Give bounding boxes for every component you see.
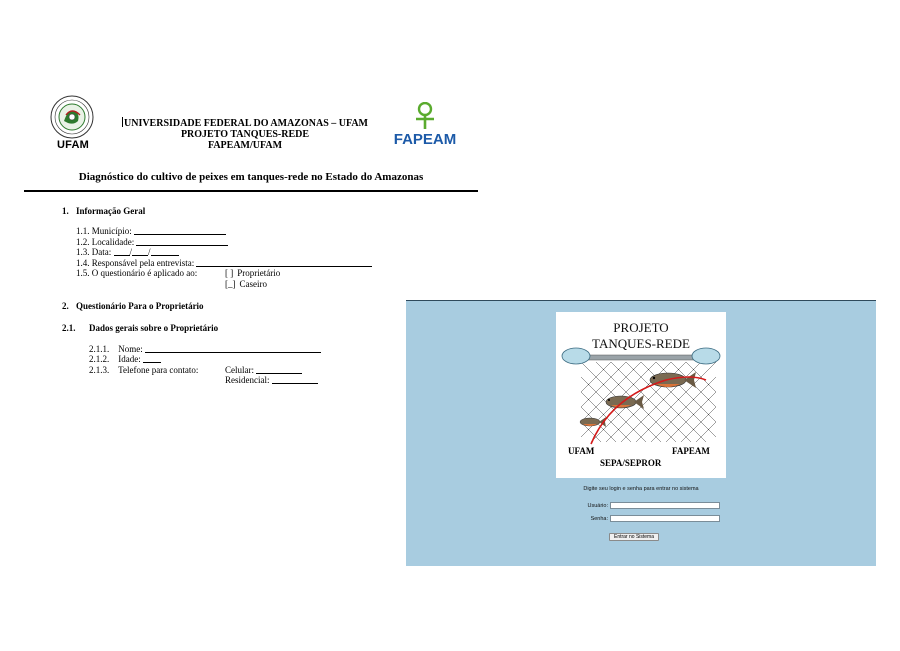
section-1-heading: 1. Informação Geral xyxy=(62,206,146,216)
idade-blank[interactable] xyxy=(143,354,161,363)
option-proprietario[interactable]: [ ] Proprietário xyxy=(225,268,281,278)
checkbox-caseiro[interactable]: [_] xyxy=(225,279,236,289)
field-residencial: Residencial: xyxy=(225,375,318,386)
celular-blank[interactable] xyxy=(256,365,302,374)
fish-icon xyxy=(650,372,696,388)
document-header xyxy=(120,117,370,151)
section-2-heading: 2. Questionário Para o Proprietário xyxy=(62,301,204,311)
banner-label-sepa-sepror: SEPA/SEPROR xyxy=(600,458,662,468)
responsavel-blank[interactable] xyxy=(196,258,372,267)
login-prompt: Digite seu login e senha para entrar no sistema xyxy=(583,486,699,492)
residencial-blank[interactable] xyxy=(272,375,318,384)
title-divider xyxy=(24,190,478,192)
ufam-logo-text: UFAM xyxy=(57,139,89,151)
field-idade: 2.1.2. Idade: xyxy=(89,354,161,365)
localidade-blank[interactable] xyxy=(136,237,228,246)
project-banner xyxy=(556,312,726,478)
banner-label-ufam: UFAM xyxy=(568,446,595,456)
municipio-blank[interactable] xyxy=(134,226,226,235)
checkbox-proprietario[interactable]: [ ] xyxy=(225,268,234,278)
field-nome: 2.1.1. Nome: xyxy=(89,344,321,355)
banner-label-fapeam: FAPEAM xyxy=(672,446,710,456)
banner-title-line-1: PROJETO xyxy=(613,320,669,335)
fapeam-logo xyxy=(390,102,460,148)
fapeam-figure-icon xyxy=(410,102,440,130)
field-responsavel: 1.4. Responsável pela entrevista: xyxy=(76,258,372,269)
field-celular: Celular: xyxy=(225,365,302,376)
login-submit-button[interactable]: Entrar no Sistema xyxy=(609,533,659,541)
document-title: Diagnóstico do cultivo de peixes em tanques-rede no Estado do Amazonas xyxy=(78,171,424,183)
field-localidade: 1.2. Localidade: xyxy=(76,237,228,248)
fapeam-logo-text: FAPEAM xyxy=(393,131,457,148)
section-2-1-heading: 2.1. Dados gerais sobre o Proprietário xyxy=(62,323,219,333)
header-line-org: FAPEAM/UFAM xyxy=(207,140,283,151)
field-telefone: 2.1.3. Telefone para contato: xyxy=(89,365,199,375)
field-data: 1.3. Data: / / xyxy=(76,247,179,258)
date-day-blank[interactable] xyxy=(114,247,130,256)
login-panel xyxy=(406,300,876,566)
username-input[interactable] xyxy=(610,502,720,509)
option-caseiro[interactable]: [_] Caseiro xyxy=(225,279,267,289)
header-line-university: UNIVERSIDADE FEDERAL DO AMAZONAS – UFAM xyxy=(124,118,368,129)
field-municipio: 1.1. Município: xyxy=(76,226,226,237)
ufam-seal-icon xyxy=(50,95,94,139)
field-aplicado: 1.5. O questionário é aplicado ao: xyxy=(76,268,198,278)
date-year-blank[interactable] xyxy=(151,247,179,256)
header-line-project: PROJETO TANQUES-REDE xyxy=(180,129,310,140)
ufam-logo xyxy=(48,95,98,155)
password-input[interactable] xyxy=(610,515,720,522)
date-month-blank[interactable] xyxy=(132,247,148,256)
nome-blank[interactable] xyxy=(145,344,321,353)
username-label: Usuário: xyxy=(587,503,608,509)
password-label: Senha: xyxy=(590,516,608,522)
text-cursor xyxy=(122,117,123,127)
banner-title-line-2: TANQUES-REDE xyxy=(592,336,690,351)
